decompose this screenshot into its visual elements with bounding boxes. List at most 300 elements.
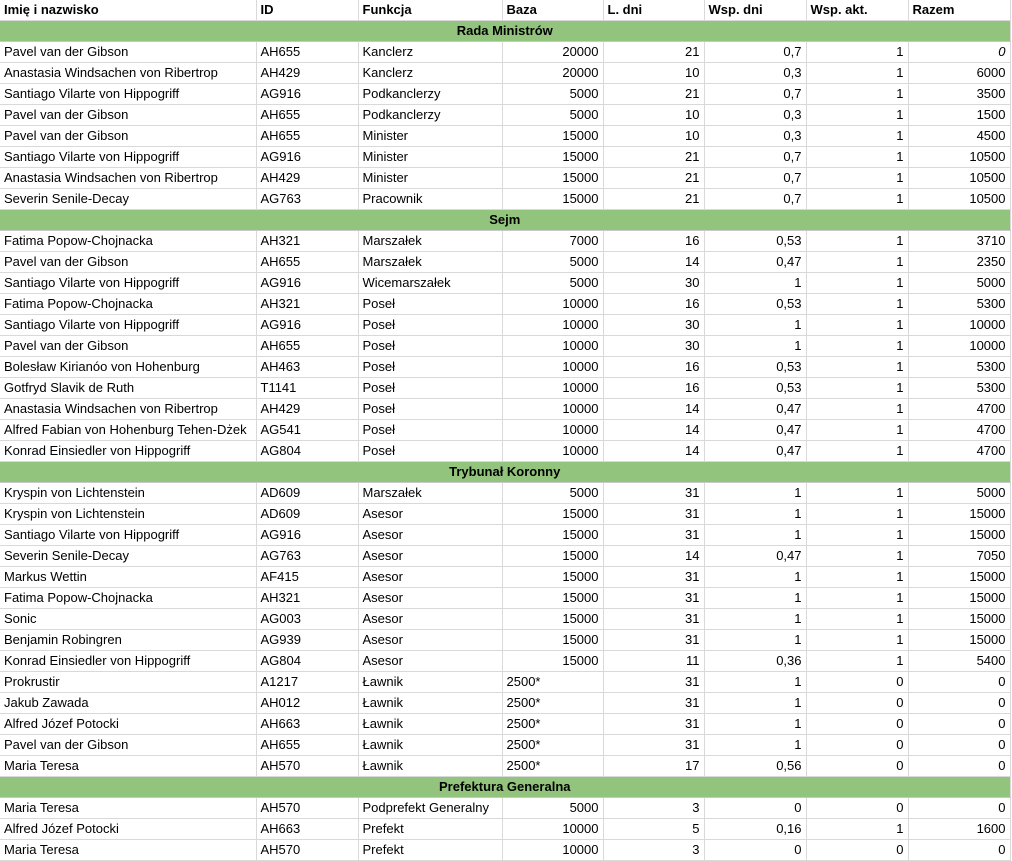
days-cell[interactable]: 30 <box>603 273 704 294</box>
total-cell[interactable]: 4700 <box>908 399 1010 420</box>
total-cell[interactable]: 3500 <box>908 84 1010 105</box>
days-factor-cell[interactable]: 1 <box>704 588 806 609</box>
base-cell[interactable]: 20000 <box>502 42 603 63</box>
days-cell[interactable]: 10 <box>603 126 704 147</box>
days-cell[interactable]: 21 <box>603 84 704 105</box>
days-cell[interactable]: 21 <box>603 168 704 189</box>
base-cell[interactable]: 2500* <box>502 672 603 693</box>
id-cell[interactable]: AG916 <box>256 147 358 168</box>
days-factor-cell[interactable]: 0,3 <box>704 105 806 126</box>
activity-factor-cell[interactable]: 1 <box>806 378 908 399</box>
id-cell[interactable]: AG916 <box>256 525 358 546</box>
id-cell[interactable]: AH570 <box>256 798 358 819</box>
id-cell[interactable]: T1141 <box>256 378 358 399</box>
days-factor-cell[interactable]: 1 <box>704 315 806 336</box>
total-cell[interactable]: 4700 <box>908 420 1010 441</box>
function-cell[interactable]: Asesor <box>358 609 502 630</box>
activity-factor-cell[interactable]: 1 <box>806 294 908 315</box>
days-cell[interactable]: 31 <box>603 525 704 546</box>
name-cell[interactable]: Severin Senile-Decay <box>0 189 256 210</box>
base-cell[interactable]: 2500* <box>502 693 603 714</box>
id-cell[interactable]: AD609 <box>256 483 358 504</box>
total-cell[interactable]: 1600 <box>908 819 1010 840</box>
function-cell[interactable]: Poseł <box>358 294 502 315</box>
name-cell[interactable]: Fatima Popow-Chojnacka <box>0 294 256 315</box>
id-cell[interactable]: AH663 <box>256 819 358 840</box>
name-cell[interactable]: Fatima Popow-Chojnacka <box>0 588 256 609</box>
name-cell[interactable]: Anastasia Windsachen von Ribertrop <box>0 399 256 420</box>
activity-factor-cell[interactable]: 1 <box>806 441 908 462</box>
days-cell[interactable]: 5 <box>603 819 704 840</box>
id-cell[interactable]: AG916 <box>256 315 358 336</box>
function-cell[interactable]: Poseł <box>358 441 502 462</box>
base-cell[interactable]: 15000 <box>502 525 603 546</box>
id-cell[interactable]: AH429 <box>256 399 358 420</box>
days-cell[interactable]: 30 <box>603 315 704 336</box>
days-factor-cell[interactable]: 0,53 <box>704 378 806 399</box>
total-cell[interactable]: 15000 <box>908 609 1010 630</box>
name-cell[interactable]: Pavel van der Gibson <box>0 42 256 63</box>
total-cell[interactable]: 15000 <box>908 525 1010 546</box>
function-cell[interactable]: Minister <box>358 168 502 189</box>
name-cell[interactable]: Alfred Józef Potocki <box>0 819 256 840</box>
id-cell[interactable]: AF415 <box>256 567 358 588</box>
days-cell[interactable]: 16 <box>603 294 704 315</box>
days-factor-cell[interactable]: 0,7 <box>704 42 806 63</box>
days-cell[interactable]: 14 <box>603 399 704 420</box>
days-factor-cell[interactable]: 0,16 <box>704 819 806 840</box>
base-cell[interactable]: 10000 <box>502 336 603 357</box>
name-cell[interactable]: Konrad Einsiedler von Hippogriff <box>0 651 256 672</box>
days-factor-cell[interactable]: 0,47 <box>704 441 806 462</box>
days-cell[interactable]: 31 <box>603 714 704 735</box>
days-factor-cell[interactable]: 1 <box>704 693 806 714</box>
days-factor-cell[interactable]: 0,53 <box>704 357 806 378</box>
total-cell[interactable]: 0 <box>908 693 1010 714</box>
activity-factor-cell[interactable]: 1 <box>806 525 908 546</box>
name-cell[interactable]: Bolesław Kirianóo von Hohenburg <box>0 357 256 378</box>
function-cell[interactable]: Minister <box>358 147 502 168</box>
activity-factor-cell[interactable]: 0 <box>806 672 908 693</box>
name-cell[interactable]: Benjamin Robingren <box>0 630 256 651</box>
days-cell[interactable]: 14 <box>603 420 704 441</box>
id-cell[interactable]: AH012 <box>256 693 358 714</box>
base-cell[interactable]: 15000 <box>502 651 603 672</box>
function-cell[interactable]: Asesor <box>358 546 502 567</box>
days-factor-cell[interactable]: 1 <box>704 672 806 693</box>
name-cell[interactable]: Maria Teresa <box>0 798 256 819</box>
header-cell[interactable]: Baza <box>502 0 603 21</box>
activity-factor-cell[interactable]: 1 <box>806 819 908 840</box>
name-cell[interactable]: Anastasia Windsachen von Ribertrop <box>0 168 256 189</box>
function-cell[interactable]: Asesor <box>358 630 502 651</box>
activity-factor-cell[interactable]: 1 <box>806 105 908 126</box>
days-cell[interactable]: 31 <box>603 567 704 588</box>
header-cell[interactable]: Wsp. akt. <box>806 0 908 21</box>
activity-factor-cell[interactable]: 1 <box>806 420 908 441</box>
days-cell[interactable]: 21 <box>603 42 704 63</box>
total-cell[interactable]: 10500 <box>908 147 1010 168</box>
days-cell[interactable]: 31 <box>603 630 704 651</box>
activity-factor-cell[interactable]: 0 <box>806 840 908 861</box>
days-factor-cell[interactable]: 1 <box>704 336 806 357</box>
function-cell[interactable]: Marszałek <box>358 252 502 273</box>
activity-factor-cell[interactable]: 1 <box>806 336 908 357</box>
total-cell[interactable]: 10000 <box>908 315 1010 336</box>
name-cell[interactable]: Gotfryd Slavik de Ruth <box>0 378 256 399</box>
function-cell[interactable]: Poseł <box>358 315 502 336</box>
id-cell[interactable]: AG916 <box>256 84 358 105</box>
function-cell[interactable]: Poseł <box>358 399 502 420</box>
activity-factor-cell[interactable]: 0 <box>806 693 908 714</box>
function-cell[interactable]: Marszałek <box>358 483 502 504</box>
id-cell[interactable]: AH655 <box>256 735 358 756</box>
header-cell[interactable]: L. dni <box>603 0 704 21</box>
name-cell[interactable]: Jakub Zawada <box>0 693 256 714</box>
days-cell[interactable]: 16 <box>603 378 704 399</box>
days-factor-cell[interactable]: 1 <box>704 609 806 630</box>
id-cell[interactable]: AG939 <box>256 630 358 651</box>
days-cell[interactable]: 3 <box>603 840 704 861</box>
function-cell[interactable]: Ławnik <box>358 756 502 777</box>
base-cell[interactable]: 15000 <box>502 567 603 588</box>
days-factor-cell[interactable]: 1 <box>704 483 806 504</box>
activity-factor-cell[interactable]: 1 <box>806 63 908 84</box>
days-cell[interactable]: 3 <box>603 798 704 819</box>
base-cell[interactable]: 15000 <box>502 126 603 147</box>
id-cell[interactable]: AH321 <box>256 294 358 315</box>
total-cell[interactable]: 2350 <box>908 252 1010 273</box>
total-cell[interactable]: 0 <box>908 735 1010 756</box>
base-cell[interactable]: 2500* <box>502 714 603 735</box>
name-cell[interactable]: Santiago Vilarte von Hippogriff <box>0 147 256 168</box>
activity-factor-cell[interactable]: 1 <box>806 567 908 588</box>
id-cell[interactable]: AH429 <box>256 63 358 84</box>
section-title[interactable]: Sejm <box>0 210 1010 231</box>
id-cell[interactable]: AH321 <box>256 231 358 252</box>
total-cell[interactable]: 10000 <box>908 336 1010 357</box>
function-cell[interactable]: Poseł <box>358 357 502 378</box>
days-cell[interactable]: 30 <box>603 336 704 357</box>
days-factor-cell[interactable]: 0,53 <box>704 231 806 252</box>
activity-factor-cell[interactable]: 1 <box>806 231 908 252</box>
base-cell[interactable]: 2500* <box>502 735 603 756</box>
activity-factor-cell[interactable]: 1 <box>806 357 908 378</box>
name-cell[interactable]: Pavel van der Gibson <box>0 735 256 756</box>
total-cell[interactable]: 0 <box>908 840 1010 861</box>
id-cell[interactable]: AH655 <box>256 252 358 273</box>
base-cell[interactable]: 15000 <box>502 189 603 210</box>
id-cell[interactable]: AG541 <box>256 420 358 441</box>
activity-factor-cell[interactable]: 1 <box>806 504 908 525</box>
total-cell[interactable]: 15000 <box>908 567 1010 588</box>
activity-factor-cell[interactable]: 1 <box>806 252 908 273</box>
function-cell[interactable]: Poseł <box>358 378 502 399</box>
section-title[interactable]: Trybunał Koronny <box>0 462 1010 483</box>
function-cell[interactable]: Podkanclerzy <box>358 105 502 126</box>
base-cell[interactable]: 10000 <box>502 819 603 840</box>
total-cell[interactable]: 5400 <box>908 651 1010 672</box>
function-cell[interactable]: Wicemarszałek <box>358 273 502 294</box>
activity-factor-cell[interactable]: 1 <box>806 315 908 336</box>
days-factor-cell[interactable]: 0,47 <box>704 252 806 273</box>
name-cell[interactable]: Kryspin von Lichtenstein <box>0 504 256 525</box>
name-cell[interactable]: Fatima Popow-Chojnacka <box>0 231 256 252</box>
base-cell[interactable]: 10000 <box>502 315 603 336</box>
days-cell[interactable]: 11 <box>603 651 704 672</box>
total-cell[interactable]: 5300 <box>908 294 1010 315</box>
name-cell[interactable]: Kryspin von Lichtenstein <box>0 483 256 504</box>
activity-factor-cell[interactable]: 0 <box>806 714 908 735</box>
id-cell[interactable]: AG003 <box>256 609 358 630</box>
base-cell[interactable]: 5000 <box>502 273 603 294</box>
activity-factor-cell[interactable]: 1 <box>806 483 908 504</box>
base-cell[interactable]: 10000 <box>502 420 603 441</box>
name-cell[interactable]: Anastasia Windsachen von Ribertrop <box>0 63 256 84</box>
function-cell[interactable]: Asesor <box>358 525 502 546</box>
base-cell[interactable]: 10000 <box>502 399 603 420</box>
id-cell[interactable]: AH463 <box>256 357 358 378</box>
header-cell[interactable]: Imię i nazwisko <box>0 0 256 21</box>
days-factor-cell[interactable]: 0,3 <box>704 63 806 84</box>
activity-factor-cell[interactable]: 1 <box>806 147 908 168</box>
total-cell[interactable]: 10500 <box>908 168 1010 189</box>
header-cell[interactable]: Razem <box>908 0 1010 21</box>
total-cell[interactable]: 5000 <box>908 273 1010 294</box>
days-factor-cell[interactable]: 1 <box>704 504 806 525</box>
base-cell[interactable]: 20000 <box>502 63 603 84</box>
function-cell[interactable]: Ławnik <box>358 672 502 693</box>
activity-factor-cell[interactable]: 1 <box>806 84 908 105</box>
id-cell[interactable]: AG763 <box>256 189 358 210</box>
total-cell[interactable]: 1500 <box>908 105 1010 126</box>
total-cell[interactable]: 10500 <box>908 189 1010 210</box>
name-cell[interactable]: Santiago Vilarte von Hippogriff <box>0 84 256 105</box>
days-factor-cell[interactable]: 0,7 <box>704 84 806 105</box>
activity-factor-cell[interactable]: 1 <box>806 399 908 420</box>
days-factor-cell[interactable]: 0,47 <box>704 399 806 420</box>
id-cell[interactable]: AD609 <box>256 504 358 525</box>
id-cell[interactable]: AH655 <box>256 42 358 63</box>
total-cell[interactable]: 0 <box>908 756 1010 777</box>
base-cell[interactable]: 15000 <box>502 609 603 630</box>
total-cell[interactable]: 6000 <box>908 63 1010 84</box>
days-cell[interactable]: 17 <box>603 756 704 777</box>
function-cell[interactable]: Asesor <box>358 651 502 672</box>
header-cell[interactable]: Funkcja <box>358 0 502 21</box>
id-cell[interactable]: AG763 <box>256 546 358 567</box>
days-factor-cell[interactable]: 0,7 <box>704 189 806 210</box>
days-cell[interactable]: 21 <box>603 189 704 210</box>
base-cell[interactable]: 15000 <box>502 546 603 567</box>
base-cell[interactable]: 2500* <box>502 756 603 777</box>
base-cell[interactable]: 10000 <box>502 294 603 315</box>
id-cell[interactable]: AG804 <box>256 441 358 462</box>
days-cell[interactable]: 21 <box>603 147 704 168</box>
days-factor-cell[interactable]: 0,56 <box>704 756 806 777</box>
name-cell[interactable]: Severin Senile-Decay <box>0 546 256 567</box>
days-cell[interactable]: 31 <box>603 504 704 525</box>
id-cell[interactable]: A1217 <box>256 672 358 693</box>
base-cell[interactable]: 5000 <box>502 105 603 126</box>
days-cell[interactable]: 31 <box>603 609 704 630</box>
base-cell[interactable]: 5000 <box>502 798 603 819</box>
id-cell[interactable]: AG916 <box>256 273 358 294</box>
id-cell[interactable]: AH655 <box>256 105 358 126</box>
activity-factor-cell[interactable]: 1 <box>806 630 908 651</box>
activity-factor-cell[interactable]: 1 <box>806 273 908 294</box>
days-cell[interactable]: 14 <box>603 546 704 567</box>
name-cell[interactable]: Pavel van der Gibson <box>0 105 256 126</box>
days-cell[interactable]: 16 <box>603 357 704 378</box>
days-factor-cell[interactable]: 0 <box>704 798 806 819</box>
base-cell[interactable]: 15000 <box>502 630 603 651</box>
section-title[interactable]: Rada Ministrów <box>0 21 1010 42</box>
days-factor-cell[interactable]: 1 <box>704 630 806 651</box>
days-cell[interactable]: 14 <box>603 252 704 273</box>
base-cell[interactable]: 10000 <box>502 840 603 861</box>
id-cell[interactable]: AH429 <box>256 168 358 189</box>
name-cell[interactable]: Maria Teresa <box>0 756 256 777</box>
name-cell[interactable]: Prokrustir <box>0 672 256 693</box>
base-cell[interactable]: 15000 <box>502 504 603 525</box>
base-cell[interactable]: 5000 <box>502 483 603 504</box>
function-cell[interactable]: Minister <box>358 126 502 147</box>
function-cell[interactable]: Asesor <box>358 588 502 609</box>
function-cell[interactable]: Ławnik <box>358 714 502 735</box>
total-cell[interactable]: 4500 <box>908 126 1010 147</box>
activity-factor-cell[interactable]: 1 <box>806 651 908 672</box>
activity-factor-cell[interactable]: 1 <box>806 168 908 189</box>
total-cell[interactable]: 5000 <box>908 483 1010 504</box>
base-cell[interactable]: 15000 <box>502 588 603 609</box>
activity-factor-cell[interactable]: 1 <box>806 189 908 210</box>
base-cell[interactable]: 5000 <box>502 84 603 105</box>
function-cell[interactable]: Podkanclerzy <box>358 84 502 105</box>
function-cell[interactable]: Ławnik <box>358 735 502 756</box>
name-cell[interactable]: Sonic <box>0 609 256 630</box>
function-cell[interactable]: Pracownik <box>358 189 502 210</box>
function-cell[interactable]: Kanclerz <box>358 63 502 84</box>
days-factor-cell[interactable]: 1 <box>704 567 806 588</box>
activity-factor-cell[interactable]: 0 <box>806 735 908 756</box>
days-cell[interactable]: 10 <box>603 63 704 84</box>
function-cell[interactable]: Asesor <box>358 567 502 588</box>
name-cell[interactable]: Santiago Vilarte von Hippogriff <box>0 525 256 546</box>
name-cell[interactable]: Pavel van der Gibson <box>0 336 256 357</box>
total-cell[interactable]: 3710 <box>908 231 1010 252</box>
days-cell[interactable]: 31 <box>603 483 704 504</box>
activity-factor-cell[interactable]: 1 <box>806 546 908 567</box>
name-cell[interactable]: Alfred Fabian von Hohenburg Tehen-Dżek <box>0 420 256 441</box>
function-cell[interactable]: Prefekt <box>358 819 502 840</box>
days-factor-cell[interactable]: 0,53 <box>704 294 806 315</box>
header-cell[interactable]: Wsp. dni <box>704 0 806 21</box>
activity-factor-cell[interactable]: 0 <box>806 756 908 777</box>
header-cell[interactable]: ID <box>256 0 358 21</box>
total-cell[interactable]: 15000 <box>908 588 1010 609</box>
name-cell[interactable]: Pavel van der Gibson <box>0 252 256 273</box>
days-factor-cell[interactable]: 0 <box>704 840 806 861</box>
total-cell[interactable]: 4700 <box>908 441 1010 462</box>
name-cell[interactable]: Pavel van der Gibson <box>0 126 256 147</box>
days-cell[interactable]: 10 <box>603 105 704 126</box>
id-cell[interactable]: AH655 <box>256 336 358 357</box>
base-cell[interactable]: 10000 <box>502 441 603 462</box>
days-factor-cell[interactable]: 1 <box>704 525 806 546</box>
base-cell[interactable]: 10000 <box>502 378 603 399</box>
days-factor-cell[interactable]: 1 <box>704 735 806 756</box>
name-cell[interactable]: Santiago Vilarte von Hippogriff <box>0 315 256 336</box>
id-cell[interactable]: AH321 <box>256 588 358 609</box>
function-cell[interactable]: Kanclerz <box>358 42 502 63</box>
base-cell[interactable]: 15000 <box>502 147 603 168</box>
function-cell[interactable]: Poseł <box>358 336 502 357</box>
section-title[interactable]: Prefektura Generalna <box>0 777 1010 798</box>
id-cell[interactable]: AH570 <box>256 840 358 861</box>
id-cell[interactable]: AH663 <box>256 714 358 735</box>
activity-factor-cell[interactable]: 1 <box>806 126 908 147</box>
days-factor-cell[interactable]: 0,7 <box>704 168 806 189</box>
function-cell[interactable]: Ławnik <box>358 693 502 714</box>
id-cell[interactable]: AH570 <box>256 756 358 777</box>
name-cell[interactable]: Maria Teresa <box>0 840 256 861</box>
id-cell[interactable]: AH655 <box>256 126 358 147</box>
function-cell[interactable]: Marszałek <box>358 231 502 252</box>
function-cell[interactable]: Poseł <box>358 420 502 441</box>
days-factor-cell[interactable]: 0,47 <box>704 546 806 567</box>
base-cell[interactable]: 7000 <box>502 231 603 252</box>
function-cell[interactable]: Prefekt <box>358 840 502 861</box>
base-cell[interactable]: 10000 <box>502 357 603 378</box>
days-cell[interactable]: 14 <box>603 441 704 462</box>
days-cell[interactable]: 16 <box>603 231 704 252</box>
days-factor-cell[interactable]: 1 <box>704 273 806 294</box>
total-cell[interactable]: 0 <box>908 672 1010 693</box>
days-factor-cell[interactable]: 0,36 <box>704 651 806 672</box>
function-cell[interactable]: Podprefekt Generalny <box>358 798 502 819</box>
name-cell[interactable]: Konrad Einsiedler von Hippogriff <box>0 441 256 462</box>
days-cell[interactable]: 31 <box>603 735 704 756</box>
days-factor-cell[interactable]: 1 <box>704 714 806 735</box>
total-cell[interactable]: 5300 <box>908 357 1010 378</box>
name-cell[interactable]: Markus Wettin <box>0 567 256 588</box>
total-cell[interactable]: 15000 <box>908 630 1010 651</box>
total-cell[interactable]: 0 <box>908 798 1010 819</box>
base-cell[interactable]: 5000 <box>502 252 603 273</box>
activity-factor-cell[interactable]: 0 <box>806 798 908 819</box>
base-cell[interactable]: 15000 <box>502 168 603 189</box>
total-cell[interactable]: 5300 <box>908 378 1010 399</box>
name-cell[interactable]: Santiago Vilarte von Hippogriff <box>0 273 256 294</box>
days-factor-cell[interactable]: 0,47 <box>704 420 806 441</box>
activity-factor-cell[interactable]: 1 <box>806 588 908 609</box>
days-cell[interactable]: 31 <box>603 588 704 609</box>
days-factor-cell[interactable]: 0,3 <box>704 126 806 147</box>
days-cell[interactable]: 31 <box>603 693 704 714</box>
total-cell[interactable]: 0 <box>908 714 1010 735</box>
name-cell[interactable]: Alfred Józef Potocki <box>0 714 256 735</box>
total-cell[interactable]: 0 <box>908 42 1010 63</box>
function-cell[interactable]: Asesor <box>358 504 502 525</box>
total-cell[interactable]: 7050 <box>908 546 1010 567</box>
days-cell[interactable]: 31 <box>603 672 704 693</box>
activity-factor-cell[interactable]: 1 <box>806 609 908 630</box>
id-cell[interactable]: AG804 <box>256 651 358 672</box>
activity-factor-cell[interactable]: 1 <box>806 42 908 63</box>
days-factor-cell[interactable]: 0,7 <box>704 147 806 168</box>
total-cell[interactable]: 15000 <box>908 504 1010 525</box>
